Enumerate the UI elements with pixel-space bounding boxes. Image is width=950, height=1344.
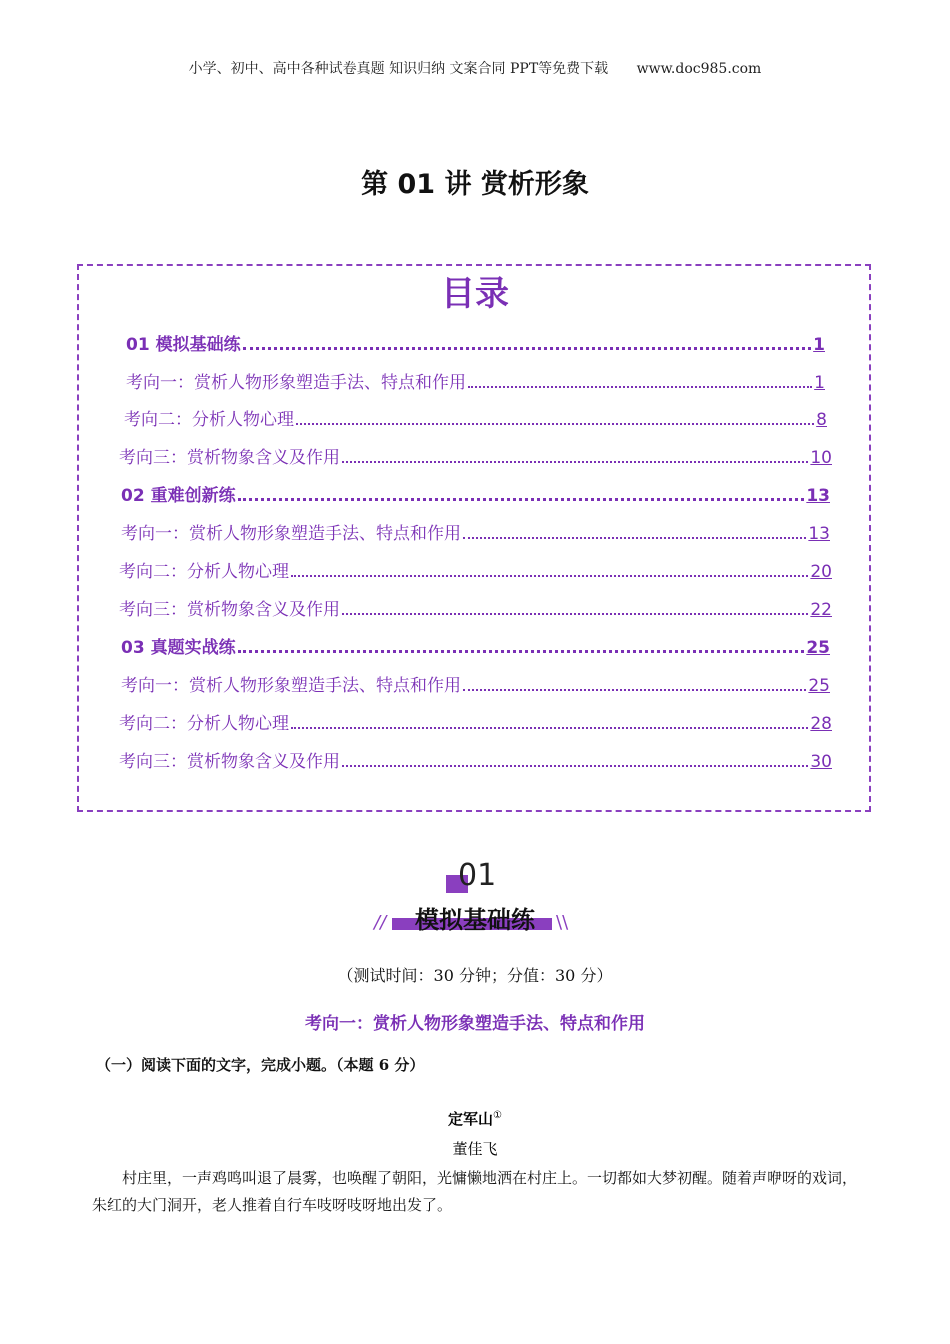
toc-dot-leader <box>291 727 808 729</box>
toc-page-link[interactable]: 30 <box>810 752 832 772</box>
toc-section-entry[interactable] <box>121 481 830 506</box>
toc-page-link[interactable]: 10 <box>810 448 832 468</box>
section-name: 模拟基础练 <box>415 906 535 934</box>
test-info: （测试时间：30 分钟；分值：30 分） <box>337 966 613 985</box>
toc-entry[interactable] <box>119 709 832 734</box>
toc-dot-leader <box>468 386 812 388</box>
toc-entry-label: 考向一：赏析人物形象塑造手法、特点和作用 <box>126 373 466 393</box>
toc-entry-label: 考向三：赏析物象含义及作用 <box>119 600 340 620</box>
page-header <box>0 58 950 78</box>
article-title-text: 定军山 <box>448 1110 494 1128</box>
toc-entry-label: 考向二：分析人物心理 <box>119 562 289 582</box>
toc-entry[interactable] <box>119 557 832 582</box>
toc-dot-leader <box>463 537 806 539</box>
toc-entry[interactable] <box>119 747 832 772</box>
toc-entry-label: 考向三：赏析物象含义及作用 <box>119 448 340 468</box>
toc-entry-label: 02 重难创新练 <box>121 486 236 506</box>
toc-entry[interactable] <box>119 443 832 468</box>
question-intro: （一）阅读下面的文字，完成小题。（本题 6 分） <box>96 1056 425 1074</box>
toc-section-entry[interactable] <box>126 330 825 355</box>
toc-page-link[interactable]: 22 <box>810 600 832 620</box>
toc-entry[interactable] <box>121 671 830 696</box>
toc-entry-label: 考向二：分析人物心理 <box>124 410 294 430</box>
toc-entry-label: 考向一：赏析人物形象塑造手法、特点和作用 <box>121 676 461 696</box>
toc-entry-label: 考向一：赏析人物形象塑造手法、特点和作用 <box>121 524 461 544</box>
toc-section-entry[interactable] <box>121 633 830 658</box>
section-number: 01 <box>458 858 497 893</box>
footnote-mark: ① <box>493 1110 502 1121</box>
toc-entry[interactable] <box>121 519 830 544</box>
toc-dot-leader <box>243 347 812 350</box>
toc-entry-label: 考向三：赏析物象含义及作用 <box>119 752 340 772</box>
toc-entry[interactable] <box>119 595 832 620</box>
toc-heading: 目录 <box>441 274 509 314</box>
article-body: 村庄里，一声鸡鸣叫退了晨雾，也唤醒了朝阳，光慵懒地洒在村庄上。一切都如大梦初醒。随着声咿呀的戏词，朱红的大门洞开，老人推着自行车吱呀吱呀地出发了。 <box>92 1169 858 1214</box>
header-url[interactable]: www.doc985.com <box>636 61 762 77</box>
toc-entry[interactable] <box>124 405 827 430</box>
toc-page-link[interactable]: 8 <box>816 410 827 430</box>
toc-dot-leader <box>342 613 808 615</box>
toc-dot-leader <box>238 498 805 501</box>
toc-page-link[interactable]: 20 <box>810 562 832 582</box>
section-left-mark: // <box>374 912 387 933</box>
toc-dot-leader <box>238 650 805 653</box>
toc-page-link[interactable]: 25 <box>806 638 830 658</box>
toc-entry-label: 01 模拟基础练 <box>126 335 241 355</box>
toc-page-link[interactable]: 28 <box>810 714 832 734</box>
toc-page-link[interactable]: 13 <box>806 486 830 506</box>
article-author: 董佳飞 <box>452 1140 498 1158</box>
header-promo: 小学、初中、高中各种试卷真题 知识归纳 文案合同 PPT等免费下载 <box>188 61 609 77</box>
document-title: 第 01 讲 赏析形象 <box>361 169 589 200</box>
toc-page-link[interactable]: 1 <box>813 335 825 355</box>
toc-entry-label: 考向二：分析人物心理 <box>119 714 289 734</box>
toc-page-link[interactable]: 25 <box>808 676 830 696</box>
toc-page-link[interactable]: 13 <box>808 524 830 544</box>
toc-dot-leader <box>342 461 808 463</box>
toc-dot-leader <box>291 575 808 577</box>
toc-entry-label: 03 真题实战练 <box>121 638 236 658</box>
direction-title: 考向一：赏析人物形象塑造手法、特点和作用 <box>305 1014 645 1034</box>
toc-dot-leader <box>342 765 808 767</box>
article-title <box>0 1108 950 1129</box>
toc-dot-leader <box>463 689 806 691</box>
section-right-mark: \\ <box>556 912 569 933</box>
toc-page-link[interactable]: 1 <box>814 373 825 393</box>
toc-dot-leader <box>296 423 814 425</box>
toc-entry[interactable] <box>126 368 825 393</box>
